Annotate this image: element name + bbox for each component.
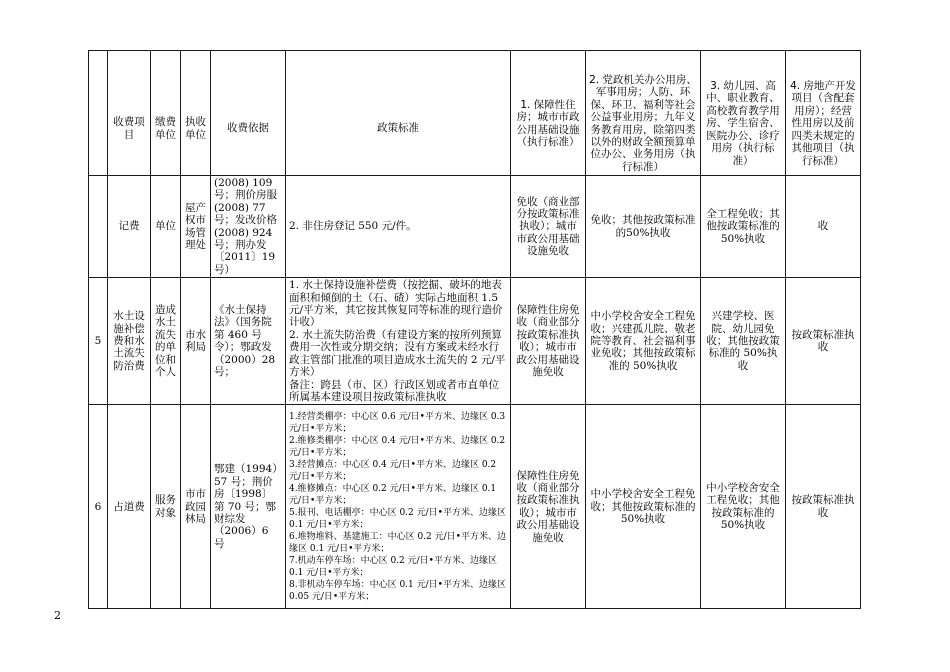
header-category-4: 4. 房地产开发项目（含配套用房）；经营性用房以及前四类未规定的其他项目（执行标准） (786, 51, 861, 176)
page-number: 2 (54, 609, 61, 622)
cell-category-3: 中小学校舍安全工程免收；其他按政策标准的 50%执收 (701, 405, 786, 609)
cell-payer: 单位 (151, 176, 181, 278)
cell-category-1: 免收（商业部分按政策标准执收）；城市市政公用基础设施免收 (511, 176, 586, 278)
cell-basis: (2008) 109 号；荆价房服 (2008) 77 号；发改价格 (2008) 924 号；荆办发〔2011〕19 号） (211, 176, 286, 278)
header-category-1: 1. 保障性住房；城市市政公用基础设施（执行标准） (511, 51, 586, 176)
cell-fee-item: 记费 (108, 176, 151, 278)
fee-table (88, 50, 861, 609)
policy-line: 6.堆物堆料、基建施工：中心区 0.2 元/日•平方米、边缘区 0.1 元/日•平方米； (289, 531, 506, 554)
table-header (89, 51, 861, 176)
cell-payer: 造成水土流失的单位和个人 (151, 278, 181, 405)
policy-note: 备注：跨县（市、区）行政区划或者市直单位所属基本建设项目按政策标准执收 (289, 378, 499, 403)
header-payer: 缴费单位 (151, 51, 181, 176)
cell-category-3: 兴建学校、医院、幼儿园免收；其他按政策标准的 50%执收 (701, 278, 786, 405)
header-basis: 收费依据 (211, 51, 286, 176)
policy-line: 3.经营摊点：中心区 0.4 元/日•平方米、边缘区 0.2 元/日•平方米； (289, 459, 497, 482)
header-row (89, 51, 861, 176)
cell-payer: 服务对象 (151, 405, 181, 609)
table-row (89, 176, 861, 278)
policy-line: 4.维修摊点：中心区 0.2 元/日•平方米、边缘区 0.1 元/日•平方米； (289, 483, 497, 506)
cell-collector: 屋产权市场管理处 (181, 176, 211, 278)
cell-category-1: 保障性住房免收（商业部分按政策标准执收）；城市市政公用基础设施免收 (511, 278, 586, 405)
header-collector: 执收单位 (181, 51, 211, 176)
cell-fee-item: 占道费 (108, 405, 151, 609)
policy-line: 2. 非住房登记 550 元/件。 (289, 220, 417, 233)
policy-line: 8.非机动车停车场：中心区 0.1 元/日•平方米、边缘区 0.05 元/日•平方米； (289, 579, 506, 602)
table-row (89, 405, 861, 609)
cell-category-2: 中小学校舍安全工程免收；其他按政策标准的 50%执收 (586, 405, 701, 609)
cell-collector: 市水利局 (181, 278, 211, 405)
cell-category-4: 按政策标准执收 (786, 405, 861, 609)
policy-line: 7.机动车停车场：中心区 0.2 元/日•平方米、边缘区 0.1 元/日•平方米； (289, 555, 497, 578)
policy-line: 5.报刊、电话棚亭：中心区 0.2 元/日•平方米、边缘区 0.1 元/日•平方米； (289, 507, 506, 530)
cell-basis: 《水土保持法》（国务院第 460 号令）；鄂政发（2000）28 号； (211, 278, 286, 405)
cell-category-3: 全工程免收；其他按政策标准的 50%执收 (701, 176, 786, 278)
cell-policy (286, 176, 511, 278)
cell-collector: 市市政园林局 (181, 405, 211, 609)
cell-basis: 鄂建（1994）57 号；荆价房〔1998〕第 70 号；鄂财综发（2006）6 号 (211, 405, 286, 609)
cell-category-4: 按政策标准执收 (786, 278, 861, 405)
cell-fee-item: 水土设施补偿费和水土流失防治费 (108, 278, 151, 405)
cell-number: 6 (89, 405, 108, 609)
cell-number: 5 (89, 278, 108, 405)
table-row (89, 278, 861, 405)
cell-category-1: 保障性住房免收（商业部分按政策标准执收）；城市市政公用基础设施免收 (511, 405, 586, 609)
policy-line: 2. 水土流失防治费（有建设方案的按所列预算费用一次性或分期交纳；没有方案或未经水行政主管部门批准的项目造成水土流失的 2 元/平方米） (289, 328, 506, 379)
header-fee-item: 收费项目 (108, 51, 151, 176)
cell-number (89, 176, 108, 278)
cell-category-4: 收 (786, 176, 861, 278)
header-category-3: 3. 幼儿园、高中、职业教育、高校教育教学用房、学生宿舍、医院办公、诊疗用房（执行标准） (701, 51, 786, 176)
cell-policy (286, 405, 511, 609)
cell-category-2: 中小学校舍安全工程免收；兴建孤儿院、敬老院等教育、社会福利事业免收；其他按政策标准的 50%执收 (586, 278, 701, 405)
table-body (89, 176, 861, 609)
header-policy: 政策标准 (286, 51, 511, 176)
cell-category-2: 免收；其他按政策标准的50%执收 (586, 176, 701, 278)
policy-line: 1.经营类棚亭：中心区 0.6 元/日•平方米、边缘区 0.3 元/日•平方米； (289, 411, 506, 434)
policy-line: 2.维修类棚亭：中心区 0.4 元/日•平方米、边缘区 0.2 元/日•平方米； (289, 435, 506, 458)
header-number (89, 51, 108, 176)
policy-line: 1. 水土保持设施补偿费（按挖掘、破坏的地表面积和倾倒的土（石、碴）实际占地面积 1.5 元/平方米，其它按其恢复同等标准的现行造价计收） (289, 279, 503, 329)
header-category-2: 2. 党政机关办公用房、军事用房；人防、环保、环卫、福利等社会公益事业用房；九年义务教育用房，除第四类以外的财政全额预算单位办公、业务用房（执行标准） (586, 51, 701, 176)
cell-policy (286, 278, 511, 405)
